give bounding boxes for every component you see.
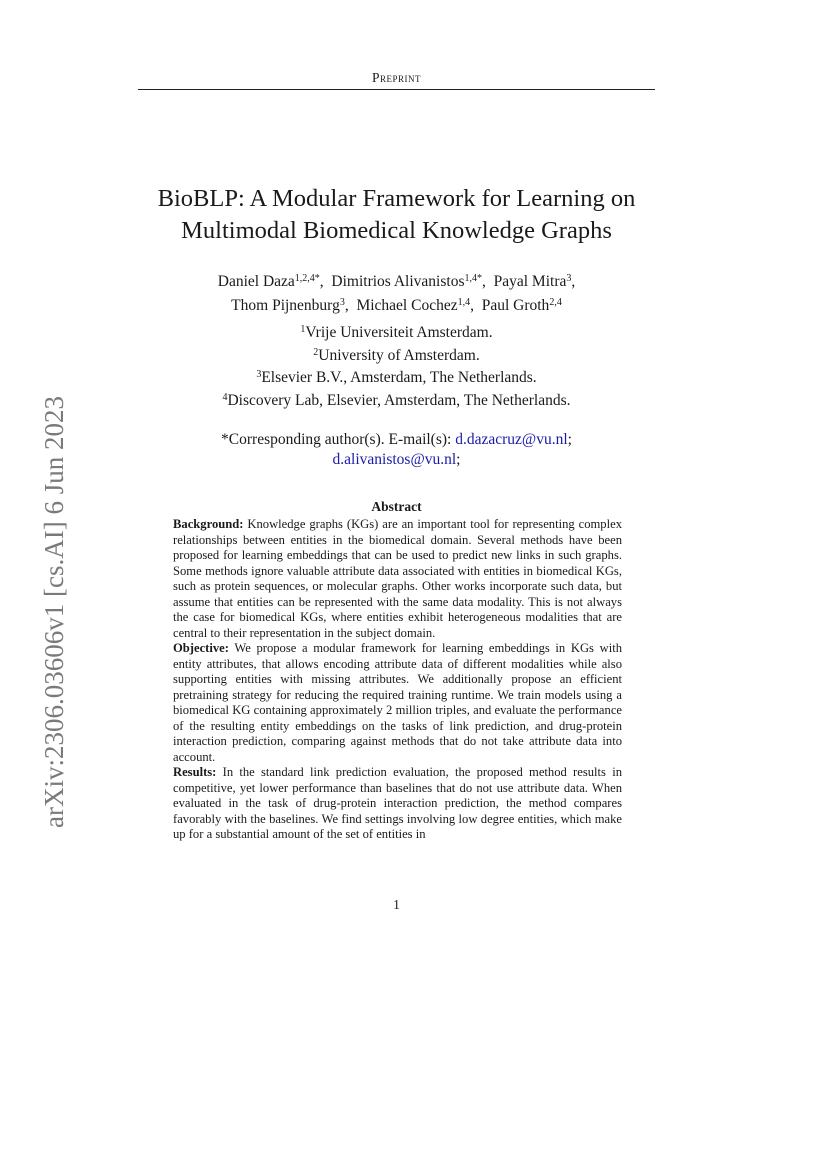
corresponding-authors: *Corresponding author(s). E-mail(s): d.dazacruz@vu.nl; d.alivanistos@vu.nl; [221,431,572,468]
author-name: Daniel Daza [217,273,295,290]
header-rule [138,89,655,90]
title-line-2: Multimodal Biomedical Knowledge Graphs [181,217,612,244]
abstract-background: Background: Knowledge graphs (KGs) are an important tool for representing complex relationships between entities in the biomedical domain. Several methods have been proposed for learning embeddings that can be used to predict new links in such graphs. Some methods ignore valuable attribute data associated with entities in biomedical KGs, such as protein sequences, or molecular graphs. Other works incorporate such data, but assume that entities can be represented with the same data modality. This is not always the case for biomedical KGs, where entities exhibit heterogeneous modalities that are central to their representation in the subject domain. [173,517,622,640]
email-link-daza[interactable]: d.dazacruz@vu.nl [455,431,568,448]
affiliation-line: $^2$University of Amsterdam. [313,346,480,364]
affiliation-list [138,320,655,410]
affiliation-line: $^4$Discovery Lab, Elsevier, Amsterdam, The Netherlands. [222,391,571,409]
section-label: Objective: [173,641,229,655]
affiliation-line: $^3$Elsevier B.V., Amsterdam, The Netherlands. [256,369,537,386]
author-affiliation-marker: 3 [566,273,572,284]
email-link-alivanistos[interactable]: d.alivanistos@vu.nl [332,451,457,468]
abstract-body [173,517,622,843]
author-name: Thom Pijnenburg [231,297,340,314]
corresponding-prefix: *Corresponding author(s). E-mail(s): [221,431,456,448]
author-affiliation-marker: 1,2,4* [294,273,320,284]
paper-title [138,183,655,247]
running-head: Preprint [371,70,421,85]
author-name: Dimitrios Alivanistos [331,273,465,290]
author-affiliation-marker: 2,4 [549,297,562,308]
abstract-results: Results: In the standard link prediction evaluation, the proposed method results in competitive, yet lower performance than baselines that do not use attribute data. When evaluated in the task of drug-protein interaction prediction, the method compares favorably with the baselines. We find settings involving low degree entities, which make up for a substantial amount of the set of entities in [173,765,622,841]
author-name: Michael Cochez [356,297,458,314]
title-line-1: BioBLP: A Modular Framework for Learning on [157,185,636,212]
author-name: Payal Mitra [493,273,567,290]
section-label: Background: [173,517,244,531]
affiliation-line: $^1$Vrije Universiteit Amsterdam. [300,324,493,341]
page-number: 1 [393,897,400,912]
author-name: Paul Groth [481,297,550,314]
abstract-heading: Abstract [371,499,422,514]
arxiv-identifier-stamp: arXiv:2306.03606v1 [cs.AI] 6 Jun 2023 [39,396,69,828]
author-list: Daniel Daza$^{1,2,4*}$, Dimitrios Alivanistos$^{1,4*}$, Payal Mitra$^3$, Thom Pijnenburg$^3$, Michael Cochez$^{1,4}$, Paul Groth$^{2,4}$ [217,273,576,314]
section-label: Results: [173,765,217,779]
author-affiliation-marker: 1,4* [464,273,482,284]
abstract-objective: Objective: We propose a modular framework for learning embeddings in KGs with entity attributes, that allows encoding attribute data of different modalities while also supporting entities with missing attributes. We additionally propose an efficient pretraining strategy for reducing the required training runtime. We train models using a biomedical KG containing approximately 2 million triples, and evaluate the performance of the resulting entity embeddings on the tasks of link prediction, and drug-protein interaction prediction, comparing against methods that do not take attribute data into account. [173,641,622,764]
author-affiliation-marker: 3 [339,297,345,308]
author-affiliation-marker: 1,4 [457,297,471,308]
